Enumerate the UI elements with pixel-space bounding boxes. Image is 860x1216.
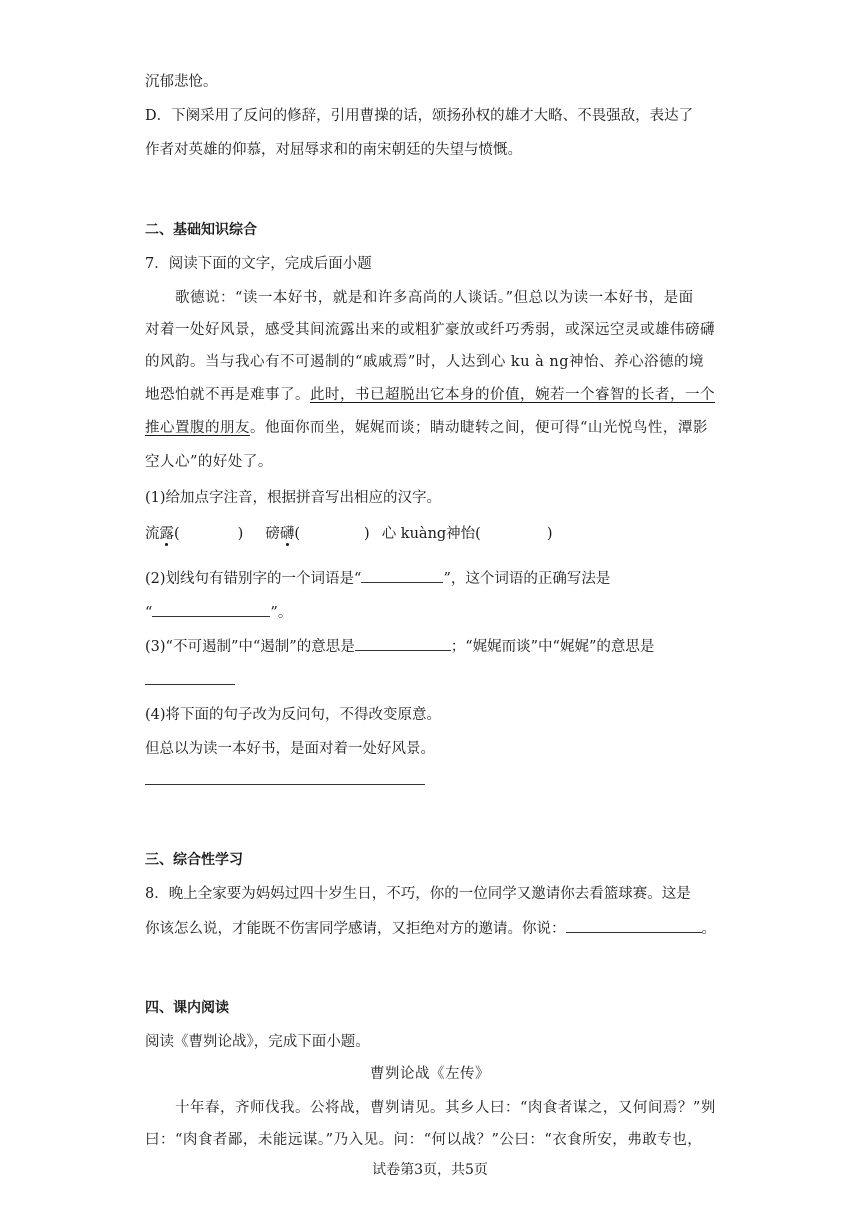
option-d-cont: 作者对英雄的仰慕，对屈辱求和的南宋朝廷的失望与愤慨。 <box>145 142 522 158</box>
answer-blank[interactable] <box>145 670 235 685</box>
page-footer: 试卷第3页，共5页 <box>372 1162 488 1178</box>
char: 磅 <box>265 526 280 542</box>
question-8-cont <box>145 918 716 939</box>
question-text: 你该怎么说，才能既不伤害同学感请，又拒绝对方的邀请。你说： <box>145 921 566 937</box>
sub-question-2-cont <box>145 602 292 623</box>
question-text: ”。 <box>270 605 293 621</box>
section-heading: 三、综合性学习 <box>145 852 243 868</box>
sub-question-4: (4)将下面的句子改为反问句，不得改变原意。 <box>145 707 442 723</box>
question-text: ”，这个词语的正确写法是 <box>443 571 611 587</box>
paren-close: ) <box>237 526 244 542</box>
question-text: 。 <box>701 921 716 937</box>
paren-open: ( <box>294 526 301 542</box>
section-heading: 二、基础知识综合 <box>145 222 257 238</box>
passage-line: 曰：“肉食者鄙，未能远谋。”乃入见。问：“何以战？”公曰：“衣食所安，弗敢专也， <box>145 1132 703 1148</box>
sentence: 但总以为读一本好书，是面对着一处好风景。 <box>145 741 435 757</box>
question-text: (3)“不可遏制”中“遏制”的意思是 <box>145 639 355 655</box>
option-d: D．下阕采用了反问的修辞，引用曹操的话，颂扬孙权的雄才大略、不畏强敌，表达了 <box>145 108 694 124</box>
sub-question-1: (1)给加点字注音，根据拼音写出相应的汉字。 <box>145 490 442 506</box>
answer-blank[interactable] <box>355 636 451 651</box>
answer-line[interactable] <box>145 770 425 791</box>
sub-question-3 <box>145 636 654 657</box>
char: 流 <box>145 526 160 542</box>
question-text: “ <box>145 605 153 621</box>
passage-line: 对着一处好风景，感受其间流露出来的或粗犷豪放或纤巧秀弱，或深远空灵或雄伟磅礴 <box>145 322 715 338</box>
dotted-char: 礴 <box>279 526 295 542</box>
passage-title: 曹刿论战《左传》 <box>370 1066 490 1082</box>
passage-line: 空人心”的好处了。 <box>145 454 273 470</box>
answer-blank[interactable] <box>361 568 443 583</box>
question-text: (2)划线句有错别字的一个词语是“ <box>145 571 362 587</box>
paren-close: ) <box>364 526 370 542</box>
passage-line: 十年春，齐师伐我。公将战，曹刿请见。其乡人曰：“肉食者谋之，又何间焉？”刿 <box>175 1100 716 1116</box>
passage-line <box>145 418 708 438</box>
passage-line: 歌德说：“读一本好书，就是和许多高尚的人谈话。”但总以为读一本好书，是面 <box>175 290 694 306</box>
underlined-sentence: 此时，书已超脱出它本身的价值，婉若一个睿智的长者，一个 <box>310 387 715 403</box>
section-heading: 四、课内阅读 <box>145 1000 229 1016</box>
pinyin-item: 心 kuàng神怡( <box>381 526 481 542</box>
underlined-sentence: 推心置腹的朋友 <box>145 420 250 436</box>
answer-blank[interactable] <box>145 770 425 785</box>
passage-line <box>145 385 715 405</box>
sub-question-2 <box>145 568 610 589</box>
answer-line[interactable] <box>145 670 235 691</box>
answer-blank[interactable] <box>152 602 270 617</box>
answer-blank[interactable] <box>566 918 702 933</box>
paren-open: ( <box>174 526 180 542</box>
passage-line: 的风韵。当与我心有不可遏制的“戚戚焉”时，人达到心 ku à ng神怡、养心浴德的境 <box>145 354 705 370</box>
dotted-char: 露 <box>159 526 174 542</box>
reading-intro: 阅读《曹刿论战》，完成下面小题。 <box>145 1034 370 1050</box>
question-text: ；“娓娓而谈”中“娓娓”的意思是 <box>450 639 655 655</box>
paren-close: ) <box>546 526 553 542</box>
question-7: 7．阅读下面的文字，完成后面小题 <box>145 256 372 272</box>
passage-text: 。他面你而坐，娓娓而谈；睛动睫转之间，便可得“山光悦鸟性，潭影 <box>250 420 708 436</box>
question-8: 8．晚上全家要为妈妈过四十岁生日，不巧，你的一位同学又邀请你去看篮球赛。这是 <box>145 886 691 902</box>
passage-text: 地恐怕就不再是难事了。 <box>145 387 310 403</box>
pinyin-row <box>145 524 553 544</box>
text-line: 沉郁悲怆。 <box>145 74 218 90</box>
